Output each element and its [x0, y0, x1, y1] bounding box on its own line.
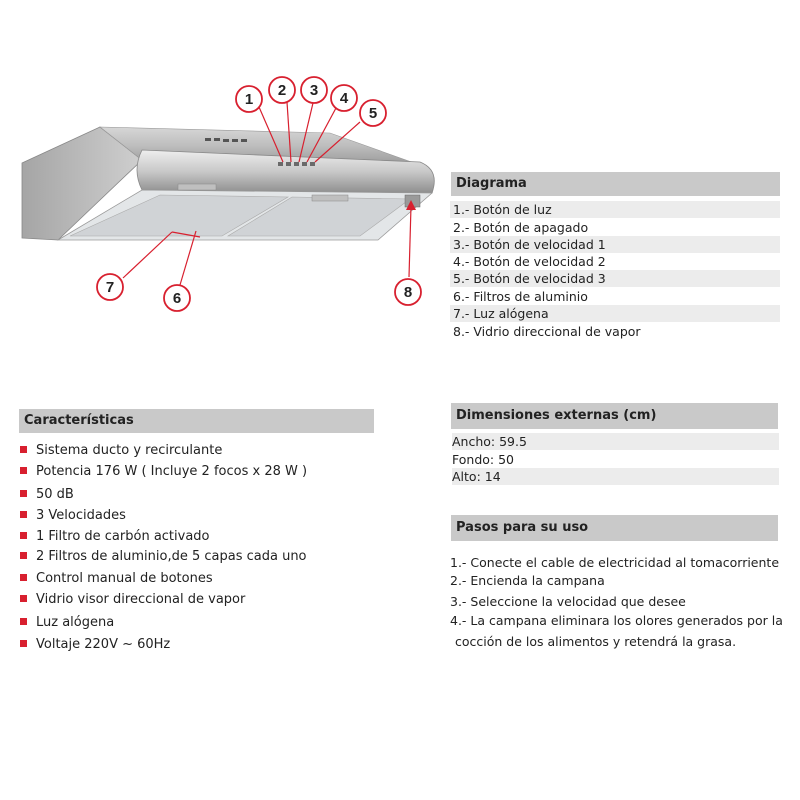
step-item: 2.- Encienda la campana: [450, 573, 605, 588]
dimensions-header: Dimensiones externas (cm): [451, 403, 778, 429]
bullet-icon: [20, 640, 27, 647]
callout-label: 2: [277, 82, 287, 99]
callout-label: 1: [244, 91, 254, 108]
callout-label: 6: [172, 290, 182, 307]
diagram-item: 6.- Filtros de aluminio: [453, 289, 588, 304]
feature-text: 1 Filtro de carbón activado: [36, 529, 210, 544]
feature-text: Voltaje 220V ~ 60Hz: [36, 637, 171, 652]
diagram-item: 2.- Botón de apagado: [453, 220, 589, 235]
feature-text: 50 dB: [36, 487, 74, 502]
callout-label: 4: [339, 90, 349, 107]
bullet-icon: [20, 467, 27, 474]
diagram-item: 8.- Vidrio direccional de vapor: [453, 324, 641, 339]
feature-item: [20, 506, 126, 526]
step-item: 4.- La campana eliminara los olores generados por la: [450, 613, 783, 628]
feature-item: [20, 485, 74, 505]
dimension-item: Ancho: 59.5: [452, 433, 779, 450]
bullet-icon: [20, 532, 27, 539]
step-item: 1.- Conecte el cable de electricidad al tomacorriente: [450, 555, 780, 570]
feature-text: Sistema ducto y recirculante: [36, 443, 223, 458]
steps-header: Pasos para su uso: [451, 515, 778, 541]
callout-label: 7: [105, 279, 115, 296]
feature-text: Potencia 176 W ( Incluye 2 focos x 28 W ): [36, 464, 308, 479]
diagram-item: 7.- Luz alógena: [450, 305, 780, 322]
dimension-item: Fondo: 50: [452, 452, 514, 467]
bullet-icon: [20, 552, 27, 559]
diagram-item: 3.- Botón de velocidad 1: [450, 236, 780, 253]
feature-item: [20, 547, 307, 567]
bullet-icon: [20, 511, 27, 518]
feature-item: [20, 569, 213, 589]
range-hood-illustration: [0, 60, 450, 330]
feature-item: [20, 613, 114, 633]
feature-text: 2 Filtros de aluminio,de 5 capas cada uno: [36, 549, 307, 564]
feature-item: [20, 527, 210, 547]
feature-text: Luz alógena: [36, 615, 115, 630]
feature-text: 3 Velocidades: [36, 508, 126, 523]
callout-label: 3: [309, 82, 319, 99]
bullet-icon: [20, 574, 27, 581]
callout-label: 5: [368, 105, 378, 122]
bullet-icon: [20, 446, 27, 453]
diagram-item: 5.- Botón de velocidad 3: [450, 270, 780, 287]
bullet-icon: [20, 490, 27, 497]
feature-item: [20, 462, 307, 482]
diagram-item: 1.- Botón de luz: [450, 201, 780, 218]
feature-item: [20, 590, 245, 610]
feature-text: Vidrio visor direccional de vapor: [36, 592, 246, 607]
feature-item: [20, 441, 222, 461]
features-header: Características: [19, 409, 374, 433]
step-item: cocción de los alimentos y retendrá la grasa.: [455, 634, 737, 649]
callout-label: 8: [403, 284, 413, 301]
feature-item: [20, 635, 170, 655]
dimension-item: Alto: 14: [452, 468, 779, 485]
diagram-header: Diagrama: [451, 172, 780, 196]
bullet-icon: [20, 595, 27, 602]
bullet-icon: [20, 618, 27, 625]
feature-text: Control manual de botones: [36, 571, 213, 586]
diagram-item: 4.- Botón de velocidad 2: [453, 254, 606, 269]
step-item: 3.- Seleccione la velocidad que desee: [450, 594, 686, 609]
